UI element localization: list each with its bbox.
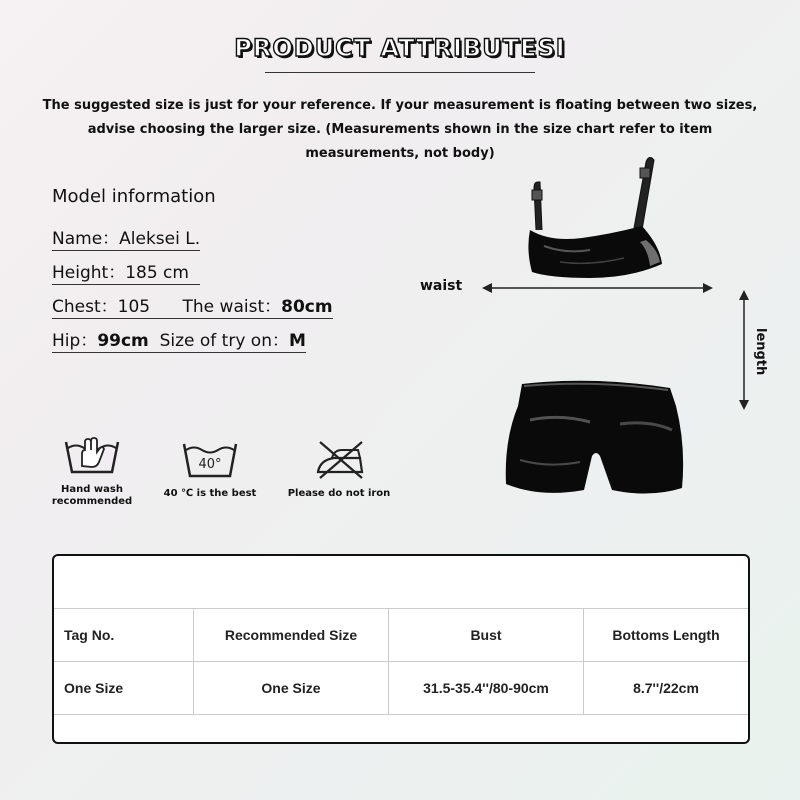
wash-40-label: 40 ℃ is the best xyxy=(163,488,257,499)
cell-bust: 31.5-35.4''/80-90cm xyxy=(389,662,584,714)
model-name: Name：Aleksei L. xyxy=(52,229,201,249)
cell-recommended-size: One Size xyxy=(194,662,389,714)
length-arrow xyxy=(736,288,752,412)
header-tag-no: Tag No. xyxy=(54,609,194,661)
wash-40-icon xyxy=(180,436,240,482)
waist-label: waist xyxy=(420,278,463,294)
model-info-heading: Model information xyxy=(52,186,216,207)
hand-wash-icon xyxy=(62,432,122,478)
model-chest-waist: Chest：105 The waist：80cm xyxy=(52,297,333,317)
no-iron-label: Please do not iron xyxy=(287,488,391,499)
top-garment-image xyxy=(520,150,670,280)
waist-arrow xyxy=(480,280,715,296)
cell-bottoms-length: 8.7''/22cm xyxy=(633,680,699,696)
model-hip-tryon: Hip：99cm Size of try on：M xyxy=(52,331,306,351)
model-height: Height：185 cm xyxy=(52,258,200,283)
size-table xyxy=(52,554,750,744)
table-header-row xyxy=(54,608,748,661)
no-iron-icon xyxy=(312,436,368,482)
header-bust: Bust xyxy=(389,609,584,661)
table-row xyxy=(54,661,748,715)
title-underline xyxy=(265,72,535,73)
header-bottoms-length: Bottoms Length xyxy=(612,627,720,643)
cell-tag-no: One Size xyxy=(54,662,194,714)
page-title: PRODUCT ATTRIBUTESI xyxy=(234,34,566,62)
wash-temp-text: 40° xyxy=(198,457,222,472)
shorts-garment-image xyxy=(500,376,690,506)
hand-wash-label: Hand wash recommended xyxy=(51,484,133,507)
length-label: length xyxy=(753,328,768,376)
size-notice: The suggested size is just for your reference. If your measurement is floating between two sizes, advise choosing the larger size. (Measurements shown in the size chart refer to item measurements, not body) xyxy=(42,98,758,161)
header-recommended-size: Recommended Size xyxy=(194,609,389,661)
